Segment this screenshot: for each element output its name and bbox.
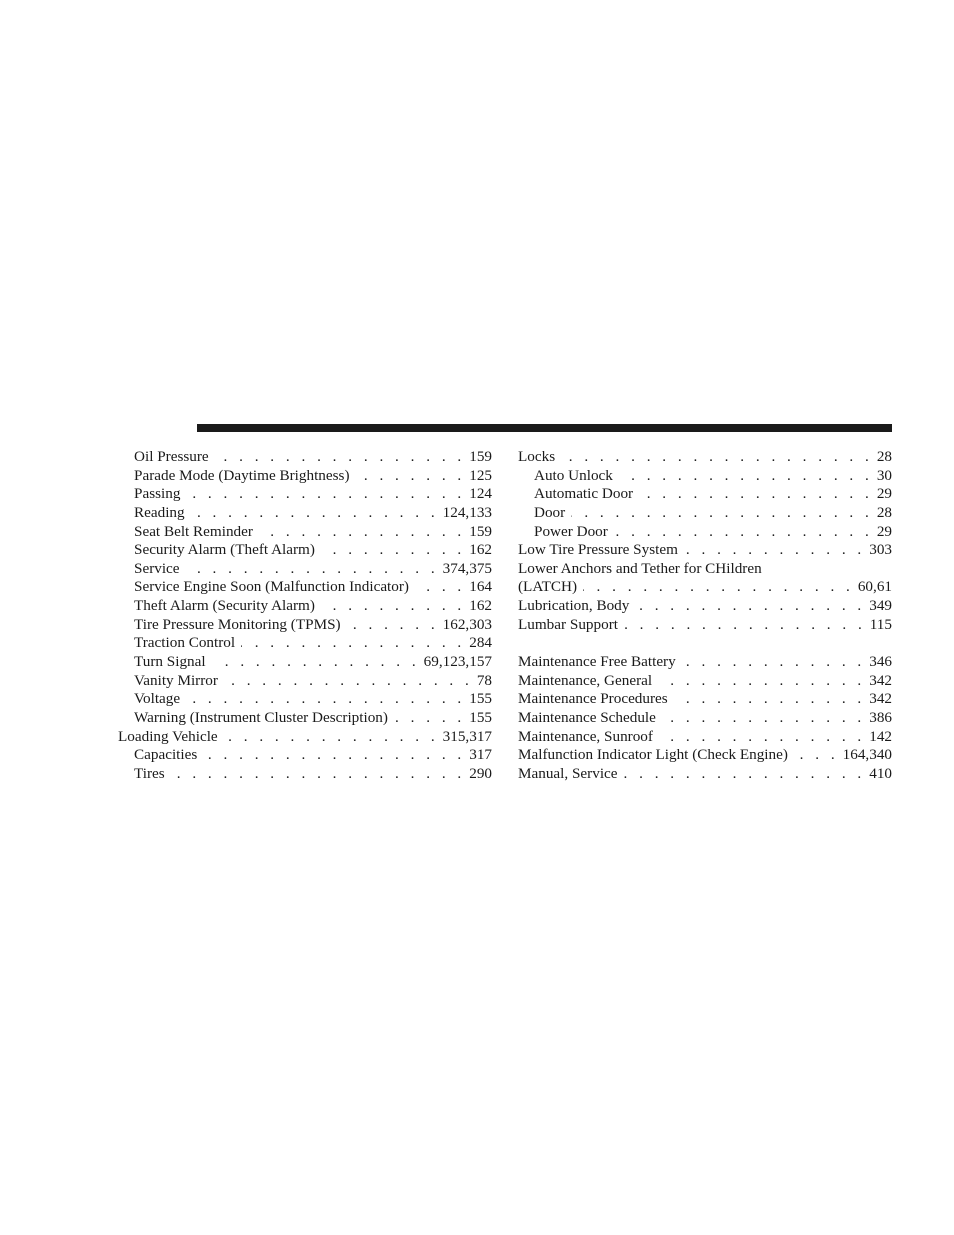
page-reference: 346	[869, 653, 892, 671]
index-term: (LATCH)	[518, 578, 578, 596]
dot-leader	[415, 578, 465, 597]
page-reference: 284	[469, 634, 492, 652]
index-term: Low Tire Pressure System	[518, 541, 678, 559]
page-reference: 159	[469, 522, 492, 540]
index-entry	[118, 634, 492, 653]
index-entry	[518, 690, 892, 709]
dot-leader	[241, 634, 465, 653]
index-entry	[118, 448, 492, 467]
dot-leader	[356, 467, 466, 486]
dot-leader	[186, 560, 439, 579]
page-reference: 29	[876, 485, 892, 503]
index-term: Voltage	[134, 690, 181, 708]
dot-leader	[259, 523, 465, 542]
index-entry	[518, 765, 892, 784]
index-term: Passing	[134, 485, 181, 503]
index-term: Locks	[518, 448, 556, 465]
index-term: Maintenance, Sunroof	[518, 727, 653, 745]
page-reference: 317	[469, 746, 492, 764]
index-entry	[518, 541, 892, 560]
dot-leader	[635, 597, 865, 616]
page-reference: 78	[476, 671, 492, 689]
index-entry	[118, 485, 492, 504]
index-entry	[118, 578, 492, 597]
index-entry	[518, 746, 892, 765]
index-entry	[518, 672, 892, 691]
index-entry	[118, 709, 492, 728]
index-entry	[518, 653, 892, 672]
dot-leader	[561, 448, 873, 467]
page-reference: 159	[469, 448, 492, 465]
page-reference: 125	[469, 466, 492, 484]
index-term: Tires	[134, 764, 165, 782]
index-term: Power Door	[534, 522, 608, 540]
index-term: Turn Signal	[134, 653, 206, 671]
page-reference: 28	[876, 503, 892, 521]
index-entry	[118, 746, 492, 765]
page-reference: 342	[869, 671, 892, 689]
index-entry	[118, 504, 492, 523]
dot-leader	[347, 616, 439, 635]
dot-leader	[624, 616, 866, 635]
page-reference: 115	[869, 615, 892, 633]
page-reference: 124	[469, 485, 492, 503]
index-entry	[118, 597, 492, 616]
dot-leader	[394, 709, 465, 728]
index-term: Auto Unlock	[534, 466, 613, 484]
dot-leader	[682, 653, 866, 672]
page-reference: 124,133	[442, 503, 492, 521]
index-term: Seat Belt Reminder	[134, 522, 253, 540]
index-entry	[518, 597, 892, 616]
dot-leader	[215, 448, 466, 467]
index-term: Theft Alarm (Security Alarm)	[134, 597, 315, 615]
index-entry	[518, 448, 892, 467]
index-term: Tire Pressure Monitoring (TPMS)	[134, 615, 341, 633]
index-term: Maintenance Free Battery	[518, 653, 676, 671]
index-term: Maintenance Procedures	[518, 690, 668, 708]
index-term: Lumbar Support	[518, 615, 618, 633]
page-reference: 410	[869, 764, 892, 782]
index-entry	[118, 560, 492, 579]
dot-leader	[674, 690, 866, 709]
index-entry	[518, 504, 892, 523]
page-reference: 142	[869, 727, 892, 745]
index-term: Security Alarm (Theft Alarm)	[134, 541, 315, 559]
index-entry	[118, 728, 492, 747]
index-term: Service	[134, 559, 180, 577]
page-reference: 386	[869, 708, 892, 726]
index-entry	[118, 672, 492, 691]
dot-leader	[794, 746, 839, 765]
index-term: Lower Anchors and Tether for CHildren	[518, 559, 762, 577]
page-reference: 290	[469, 764, 492, 782]
index-column-right	[518, 448, 892, 784]
index-entry	[118, 541, 492, 560]
header-rule	[197, 424, 892, 432]
dot-leader	[191, 504, 439, 523]
index-term: Maintenance, General	[518, 671, 653, 689]
dot-leader	[224, 728, 439, 747]
page-reference: 69,123,157	[423, 653, 492, 671]
page-reference: 29	[876, 522, 892, 540]
index-term: Traction Control	[134, 634, 236, 652]
page-reference: 162	[469, 597, 492, 615]
dot-leader	[186, 690, 465, 709]
index-entry	[518, 467, 892, 486]
page-reference: 349	[869, 597, 892, 615]
dot-leader	[224, 672, 473, 691]
index-column-left	[118, 448, 492, 784]
dot-leader	[212, 653, 420, 672]
dot-leader	[614, 523, 873, 542]
dot-leader	[321, 541, 465, 560]
page-reference: 155	[469, 708, 492, 726]
index-term: Maintenance Schedule	[518, 708, 656, 726]
page-reference: 155	[469, 690, 492, 708]
index-entry	[518, 616, 892, 635]
dot-leader	[171, 765, 466, 784]
dot-leader	[571, 504, 873, 523]
index-term: Manual, Service	[518, 764, 618, 782]
page-reference: 164	[469, 578, 492, 596]
index-term: Capacities	[134, 746, 198, 764]
page-reference: 162	[469, 541, 492, 559]
dot-leader	[624, 765, 866, 784]
index-entry	[118, 616, 492, 635]
dot-leader	[662, 709, 865, 728]
index-entry	[118, 690, 492, 709]
page-reference: 374,375	[442, 559, 492, 577]
page-reference: 60,61	[857, 578, 892, 596]
dot-leader	[619, 467, 873, 486]
page-reference: 28	[876, 448, 892, 465]
dot-leader	[203, 746, 465, 765]
index-entry	[118, 523, 492, 542]
page-reference: 342	[869, 690, 892, 708]
dot-leader	[658, 672, 865, 691]
page-reference: 162,303	[442, 615, 492, 633]
index-entry	[118, 467, 492, 486]
dot-leader	[684, 541, 865, 560]
page-reference: 30	[876, 466, 892, 484]
index-term: Reading	[134, 503, 185, 521]
index-entry	[118, 653, 492, 672]
dot-leader	[186, 485, 465, 504]
index-term: Service Engine Soon (Malfunction Indicator)	[134, 578, 409, 596]
dot-leader	[583, 578, 854, 597]
dot-leader	[659, 728, 865, 747]
index-entry	[118, 765, 492, 784]
index-term: Lubrication, Body	[518, 597, 630, 615]
index-term: Malfunction Indicator Light (Check Engine)	[518, 746, 788, 764]
page-reference: 164,340	[842, 746, 892, 764]
index-entry	[518, 728, 892, 747]
dot-leader	[639, 485, 873, 504]
index-term: Door	[534, 503, 566, 521]
index-entry	[518, 523, 892, 542]
index-entry	[518, 709, 892, 728]
page-reference: 315,317	[442, 727, 492, 745]
dot-leader	[321, 597, 465, 616]
index-term: Warning (Instrument Cluster Description)	[134, 708, 388, 726]
page-reference: 303	[869, 541, 892, 559]
index-term: Loading Vehicle	[118, 727, 218, 745]
index-term: Vanity Mirror	[134, 671, 218, 689]
index-term: Automatic Door	[534, 485, 634, 503]
index-entry	[518, 560, 892, 579]
index-term: Oil Pressure	[134, 448, 209, 465]
index-entry	[518, 578, 892, 597]
index-entry	[518, 485, 892, 504]
index-term: Parade Mode (Daytime Brightness)	[134, 466, 350, 484]
